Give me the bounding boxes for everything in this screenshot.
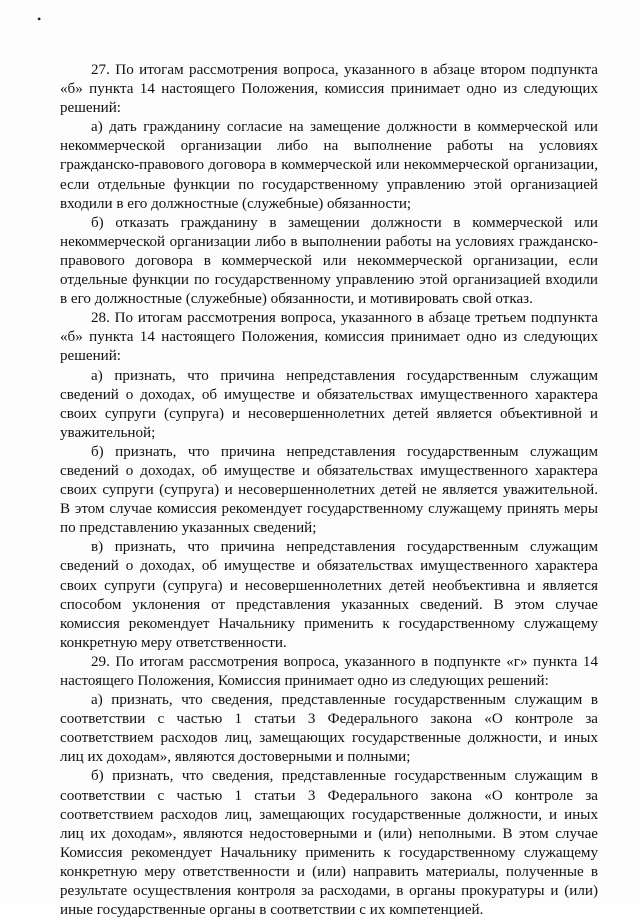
document-body [60,61,598,920]
paragraph-29: 29. По итогам рассмотрения вопроса, указанного в подпункте «г» пункта 14 настоящего Положения, Комиссия принимает одно из следующих решений: [60,653,598,689]
paragraph-27-a: а) дать гражданину согласие на замещение должности в коммерческой или некоммерческой организации либо на выполнение работы на условиях гражданско-правового договора в коммерческой или некоммерческой организации, если отдельные функции по государственному управлению этой организацией входили в его должностные (служебные) обязанности; [60,119,598,212]
paragraph-29-a: а) признать, что сведения, представленные государственным служащим в соответствии с частью 1 статьи 3 Федерального закона «О контроле за соответствием расходов лиц, замещающих государственные должности, и иных лиц их доходам», являются достоверными и полными; [60,692,598,766]
paragraph-28-b: б) признать, что причина непредставления государственным служащим сведений о доходах, об имуществе и обязательствах имущественного характера своих супруги (супруга) и несовершеннолетних детей не является уважительной. В этом случае комиссия рекомендует государственному служащему принять меры по представлению указанных сведений; [60,443,598,537]
corner-dot-mark: • [37,12,42,26]
paragraph-28-c: в) признать, что причина непредставления государственным служащим сведений о доходах, об имуществе и обязательствах имущественного характера своих супруги (супруга) и несовершеннолетних детей необъективна и является способом уклонения от представления указанных сведений. В этом случае комиссия рекомендует Начальнику применить к государственному служащему конкретную меру ответственности. [60,539,598,651]
paragraph-28: 28. По итогам рассмотрения вопроса, указанного в абзаце третьем подпункта «б» пункта 14 настоящего Положения, комиссия принимает одно из следующих решений: [60,310,598,365]
paragraph-27: 27. По итогам рассмотрения вопроса, указанного в абзаце втором подпункта «б» пункта 14 настоящего Положения, комиссия принимает одно из следующих решений: [60,62,598,117]
paragraph-27-b: б) отказать гражданину в замещении должности в коммерческой или некоммерческой организации либо в выполнении работы на условиях гражданско-правового договора в коммерческой или некоммерческой организации, если отдельные функции по государственному управлению этой организацией входили в его должностные (служебные) обязанности, и мотивировать свой отказ. [60,214,598,308]
paragraph-28-a: а) признать, что причина непредставления государственным служащим сведений о доходах, об имуществе и обязательствах имущественного характера своих супруги (супруга) и несовершеннолетних детей является объективной и уважительной; [60,367,598,441]
paragraph-29-b: б) признать, что сведения, представленные государственным служащим в соответствии с частью 1 статьи 3 Федерального закона «О контроле за соответствием расходов лиц, замещающих государственные должности, и иных лиц их доходам», являются недостоверными и (или) неполными. В этом случае Комиссия рекомендует Начальнику применить к государственному служащему конкретную меру ответственности и (или) направить материалы, полученные в результате осуществления контроля за расходами, в органы прокуратуры и (или) иные государственные органы в соответствии с их компетенцией. [60,768,598,919]
